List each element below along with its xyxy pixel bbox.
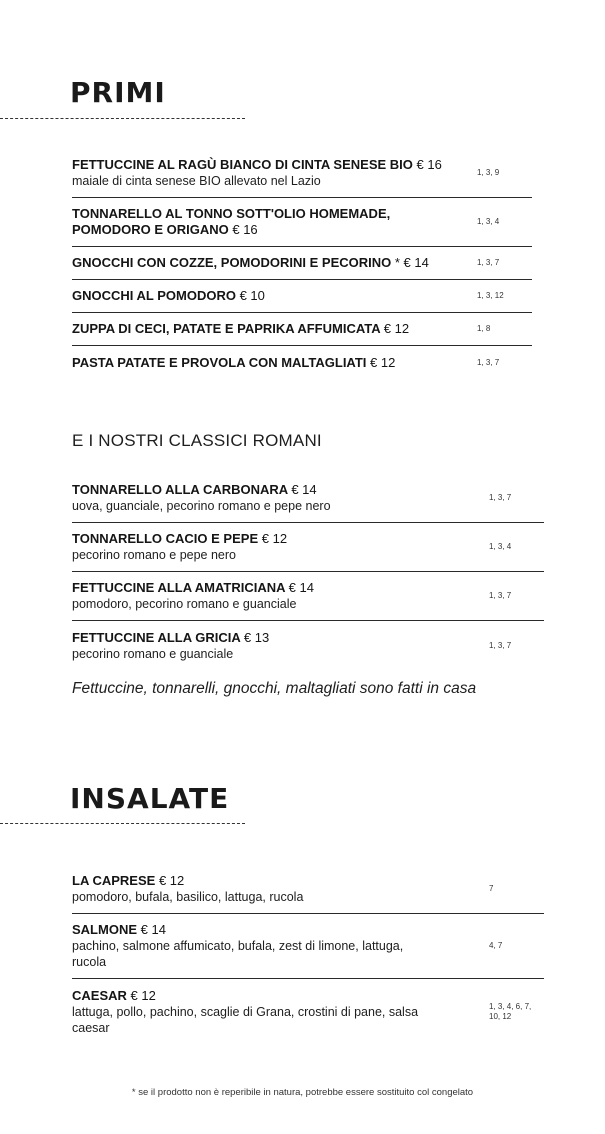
- dish-name: FETTUCCINE ALLA AMATRICIANA: [72, 580, 286, 595]
- allergen-codes: 1, 3, 7: [489, 493, 512, 502]
- dish-name: ZUPPA DI CECI, PATATE E PAPRIKA AFFUMICATA: [72, 321, 381, 336]
- menu-item: [72, 979, 544, 1044]
- dish-name: GNOCCHI CON COZZE, POMODORINI E PECORINO: [72, 255, 392, 270]
- dish-description: pecorino romano e guanciale: [72, 646, 234, 661]
- dish-price: € 12: [383, 321, 410, 336]
- menu-item: [72, 346, 532, 379]
- dish-name: GNOCCHI AL POMODORO: [72, 288, 236, 303]
- section-subheading-classici: E I NOSTRI CLASSICI ROMANI: [72, 431, 322, 450]
- dish-name: FETTUCCINE AL RAGÙ BIANCO DI CINTA SENESE BIO: [72, 156, 413, 172]
- menu-item: [72, 313, 532, 346]
- frozen-product-disclaimer: * se il prodotto non è reperibile in natura, potrebbe essere sostituito col congelato: [131, 1087, 474, 1098]
- menu-item: [72, 914, 544, 979]
- allergen-codes: 1, 3, 7: [489, 640, 512, 650]
- dish-name: SALMONE: [72, 922, 137, 937]
- dish-price: € 16: [232, 222, 258, 237]
- allergen-codes: 1, 3, 7: [489, 591, 512, 600]
- dish-description: maiale di cinta senese BIO allevato nel Lazio: [72, 173, 321, 188]
- insalate-list: [72, 865, 544, 1044]
- classici-list: [72, 474, 544, 670]
- section-title-primi: PRIMI: [70, 76, 166, 109]
- dish-price: € 14: [140, 922, 166, 937]
- menu-item: [72, 198, 532, 247]
- primi-list: [72, 148, 532, 379]
- allergen-codes: 4, 7: [489, 941, 503, 950]
- dish-price: € 14: [291, 482, 317, 497]
- allergen-codes: 1, 3, 9: [477, 167, 500, 177]
- menu-item: [72, 247, 532, 280]
- dish-price: € 16: [416, 156, 442, 172]
- dish-price: € 12: [130, 987, 156, 1003]
- menu-item: [72, 280, 532, 313]
- dish-name: TONNARELLO AL TONNO SOTT'OLIO HOMEMADE, POMODORO E ORIGANO: [72, 206, 391, 237]
- dish-description: lattuga, pollo, pachino, scaglie di Grana, crostini di pane, salsa caesar: [72, 1004, 419, 1035]
- allergen-codes: 1, 8: [477, 324, 491, 333]
- allergen-codes: 1, 3, 12: [477, 291, 504, 300]
- dish-price: € 13: [243, 629, 270, 645]
- dish-name: FETTUCCINE ALLA GRICIA: [72, 629, 241, 645]
- menu-item: [72, 523, 544, 572]
- dish-description: pomodoro, pecorino romano e guanciale: [72, 597, 297, 611]
- dish-description: pachino, salmone affumicato, bufala, zest di limone, lattuga, rucola: [72, 939, 404, 969]
- dashed-divider: [0, 118, 245, 119]
- menu-item: [72, 621, 544, 670]
- dish-name: TONNARELLO ALLA CARBONARA: [72, 482, 288, 497]
- dish-price: * € 14: [394, 255, 429, 270]
- allergen-codes: 1, 3, 7: [477, 258, 500, 267]
- dish-description: uova, guanciale, pecorino romano e pepe nero: [72, 499, 331, 513]
- allergen-codes: 1, 3, 4, 6, 7, 10, 12: [489, 1001, 532, 1021]
- menu-item: [72, 148, 532, 198]
- menu-item: [72, 865, 544, 914]
- dish-name: PASTA PATATE E PROVOLA CON MALTAGLIATI: [72, 354, 367, 370]
- dish-price: € 12: [261, 531, 288, 546]
- dish-description: pomodoro, bufala, basilico, lattuga, rucola: [72, 890, 304, 904]
- homemade-note: Fettuccine, tonnarelli, gnocchi, maltagliati sono fatti in casa: [72, 680, 477, 697]
- allergen-codes: 7: [489, 884, 494, 893]
- menu-item: [72, 572, 544, 621]
- dish-price: € 10: [239, 288, 265, 303]
- menu-item: [72, 474, 544, 523]
- allergen-codes: 1, 3, 4: [489, 542, 512, 551]
- section-title-insalate: INSALATE: [70, 782, 230, 815]
- dashed-divider: [0, 823, 245, 824]
- dish-price: € 12: [370, 354, 396, 370]
- dish-price: € 12: [158, 873, 185, 888]
- allergen-codes: 1, 3, 7: [477, 357, 500, 367]
- dish-name: LA CAPRESE: [72, 873, 156, 888]
- dish-name: TONNARELLO CACIO E PEPE: [72, 531, 259, 546]
- dish-name: CAESAR: [72, 987, 127, 1003]
- dish-description: pecorino romano e pepe nero: [72, 548, 237, 562]
- dish-price: € 14: [288, 580, 314, 595]
- allergen-codes: 1, 3, 4: [477, 217, 500, 226]
